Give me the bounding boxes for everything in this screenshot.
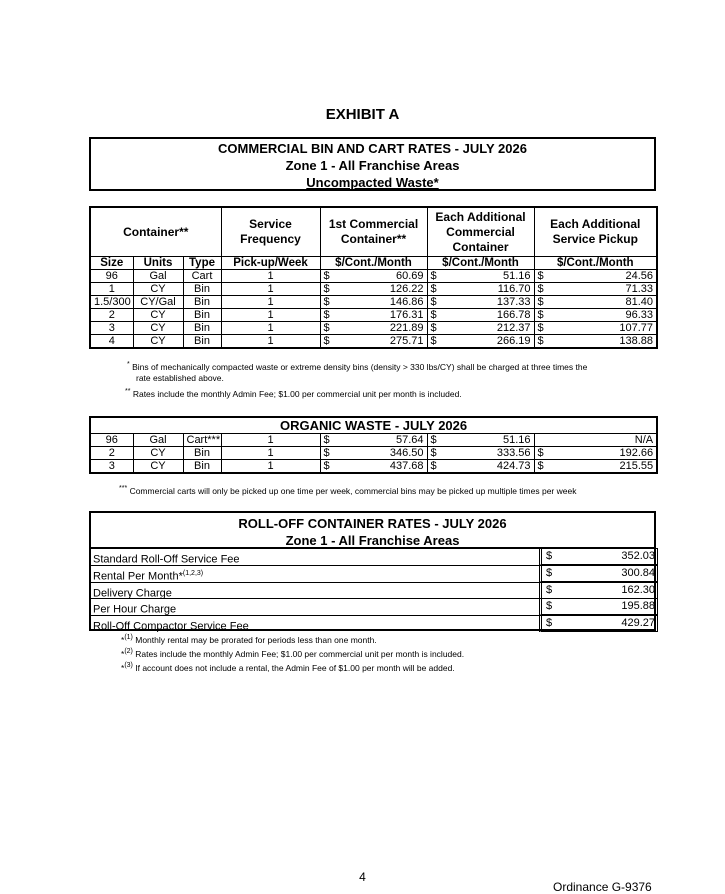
table-row xyxy=(90,335,657,349)
bin-table-sub-header xyxy=(90,257,657,270)
bin-rates-waste-type: Uncompacted Waste* xyxy=(306,175,439,190)
units-cell: CY xyxy=(133,460,183,474)
dollar-sign: $ xyxy=(427,447,442,460)
table-row xyxy=(90,460,657,474)
dollar-sign: $ xyxy=(320,283,335,296)
dollar-sign: $ xyxy=(534,335,549,349)
type-cell: Bin xyxy=(183,296,221,309)
dollar-sign: $ xyxy=(534,460,549,474)
rolloff-note xyxy=(121,660,455,674)
table-row xyxy=(90,296,657,309)
frequency-cell: 1 xyxy=(221,270,320,283)
dollar-sign: $ xyxy=(546,550,553,562)
rolloff-label-text: Delivery Charge xyxy=(93,587,172,600)
dollar-sign: $ xyxy=(320,447,335,460)
pickup-rate-cell: 71.33 xyxy=(549,283,657,296)
type-header: Type xyxy=(183,257,221,270)
frequency-cell: 1 xyxy=(221,309,320,322)
dollar-sign: $ xyxy=(534,309,549,322)
bin-note-1-line1: Bins of mechanically compacted waste or extreme density bins (density > 330 lbs/CY) shall be charged at three times the xyxy=(132,361,588,372)
dollar-sign: $ xyxy=(546,600,553,613)
rolloff-header xyxy=(89,511,656,549)
rolloff-note-text: Rates include the monthly Admin Fee; $1.00 per commercial unit per month is included. xyxy=(135,648,465,659)
table-row xyxy=(90,283,657,296)
note-marker: * xyxy=(127,361,130,368)
dollar-sign: $ xyxy=(427,322,442,335)
rolloff-label-text: Roll-Off Compactor Service Fee xyxy=(93,620,249,633)
dollar-sign: $ xyxy=(546,583,553,596)
dollar-sign: $ xyxy=(320,460,335,474)
additional-container-header: Each Additional Commercial Container xyxy=(427,207,534,257)
type-cell: Cart xyxy=(183,270,221,283)
size-cell: 1 xyxy=(90,283,133,296)
bin-note-2-text: Rates include the monthly Admin Fee; $1.00 per commercial unit per month is included. xyxy=(132,388,462,399)
rolloff-note-text: Monthly rental may be prorated for periods less than one month. xyxy=(135,634,377,645)
first-rate-cell: 176.31 xyxy=(335,309,427,322)
dollar-sign xyxy=(534,434,549,447)
first-rate-cell: 60.69 xyxy=(335,270,427,283)
pickup-rate-cell: 107.77 xyxy=(549,322,657,335)
table-row xyxy=(90,447,657,460)
bin-rates-table xyxy=(89,206,658,349)
rolloff-amount: 300.84 xyxy=(621,567,655,580)
type-cell: Bin xyxy=(183,283,221,296)
first-container-header: 1st Commercial Container** xyxy=(320,207,427,257)
rolloff-label-text: Rental Per Month* xyxy=(93,571,183,584)
dollar-sign: $ xyxy=(534,283,549,296)
size-cell: 3 xyxy=(90,460,133,474)
bin-rates-zone: Zone 1 - All Franchise Areas xyxy=(285,158,460,173)
rolloff-amount: 429.27 xyxy=(621,616,655,629)
size-cell: 96 xyxy=(90,270,133,283)
dollar-sign: $ xyxy=(427,434,442,447)
dollar-sign: $ xyxy=(320,434,335,447)
first-rate-cell: 146.86 xyxy=(335,296,427,309)
bin-note-2 xyxy=(125,386,462,400)
bin-note-1 xyxy=(127,359,587,373)
size-cell: 96 xyxy=(90,434,133,447)
add-rate-cell: 333.56 xyxy=(442,447,534,460)
dollar-sign: $ xyxy=(320,296,335,309)
add-rate-cell: 51.16 xyxy=(442,434,534,447)
units-cell: CY/Gal xyxy=(133,296,183,309)
dollar-sign: $ xyxy=(546,567,553,580)
frequency-cell: 1 xyxy=(221,335,320,349)
add-rate-cell: 424.73 xyxy=(442,460,534,474)
dollar-sign: $ xyxy=(320,270,335,283)
table-row xyxy=(90,309,657,322)
rolloff-title: ROLL-OFF CONTAINER RATES - JULY 2026 xyxy=(238,516,507,531)
note-sup: (3) xyxy=(124,662,133,669)
pickup-rate-cell: 138.88 xyxy=(549,335,657,349)
table-row xyxy=(90,434,657,447)
units-cell: CY xyxy=(133,322,183,335)
organic-note-text: Commercial carts will only be picked up one time per week, commercial bins may be picked up multiple times per week xyxy=(129,485,577,496)
first-rate-cell: 346.50 xyxy=(335,447,427,460)
rolloff-label-sup: (1,2,3) xyxy=(182,570,204,578)
pickup-rate-cell: N/A xyxy=(549,434,657,447)
rolloff-row xyxy=(91,615,655,633)
rolloff-amount-box xyxy=(539,598,658,615)
note-marker: * xyxy=(121,662,125,673)
bin-note-1-continued: rate established above. xyxy=(136,373,224,383)
organic-title-row xyxy=(90,417,657,434)
pickup-rate-cell: 215.55 xyxy=(549,460,657,474)
dollar-sign: $ xyxy=(320,335,335,349)
bin-table-main-header xyxy=(90,207,657,257)
dollar-sign: $ xyxy=(320,309,335,322)
add-rate-cell: 166.78 xyxy=(442,309,534,322)
frequency-cell: 1 xyxy=(221,460,320,474)
add-rate-cell: 116.70 xyxy=(442,283,534,296)
organic-note xyxy=(119,483,576,497)
rolloff-amount: 195.88 xyxy=(621,600,655,613)
rolloff-rates-table xyxy=(89,547,656,631)
rolloff-amount-box xyxy=(539,548,658,565)
dollar-sign: $ xyxy=(534,296,549,309)
rolloff-row xyxy=(91,549,654,564)
first-rate-cell: 221.89 xyxy=(335,322,427,335)
exhibit-title: EXHIBIT A xyxy=(325,106,400,123)
rolloff-amount: 162.30 xyxy=(621,583,655,596)
rolloff-label-text: Standard Roll-Off Service Fee xyxy=(93,553,240,566)
type-cell: Bin xyxy=(183,309,221,322)
first-rate-cell: 126.22 xyxy=(335,283,427,296)
size-cell: 3 xyxy=(90,322,133,335)
size-cell: 2 xyxy=(90,447,133,460)
bin-rates-header xyxy=(89,137,656,191)
add-rate-cell: 51.16 xyxy=(442,270,534,283)
first-rate-cell: 437.68 xyxy=(335,460,427,474)
add-rate-cell: 212.37 xyxy=(442,322,534,335)
size-cell: 1.5/300 xyxy=(90,296,133,309)
container-header: Container** xyxy=(90,207,221,257)
note-sup: (1) xyxy=(124,634,133,641)
rolloff-row xyxy=(91,582,655,600)
frequency-cell: 1 xyxy=(221,322,320,335)
size-cell: 2 xyxy=(90,309,133,322)
first-rate-header: $/Cont./Month xyxy=(320,257,427,270)
type-cell: Bin xyxy=(183,335,221,349)
dollar-sign: $ xyxy=(534,270,549,283)
note-marker: * xyxy=(121,634,125,645)
frequency-cell: 1 xyxy=(221,447,320,460)
size-cell: 4 xyxy=(90,335,133,349)
note-sup: (2) xyxy=(124,648,133,655)
rolloff-label-text: Per Hour Charge xyxy=(93,603,177,616)
rolloff-amount: 352.03 xyxy=(621,550,655,562)
pickup-week-header: Pick-up/Week xyxy=(221,257,320,270)
dollar-sign: $ xyxy=(534,447,549,460)
units-cell: CY xyxy=(133,335,183,349)
dollar-sign: $ xyxy=(427,460,442,474)
frequency-header: Service Frequency xyxy=(221,207,320,257)
units-cell: Gal xyxy=(133,434,183,447)
dollar-sign: $ xyxy=(427,296,442,309)
rolloff-row xyxy=(91,565,655,584)
type-cell: Bin xyxy=(183,447,221,460)
pickup-rate-cell: 96.33 xyxy=(549,309,657,322)
rolloff-row xyxy=(91,598,655,616)
page-number: 4 xyxy=(359,870,366,884)
rolloff-note xyxy=(121,646,464,660)
type-cell: Bin xyxy=(183,460,221,474)
pickup-rate-cell: 192.66 xyxy=(549,447,657,460)
pickup-rate-cell: 81.40 xyxy=(549,296,657,309)
add-rate-header: $/Cont./Month xyxy=(427,257,534,270)
type-cell: Cart*** xyxy=(183,434,221,447)
rolloff-zone: Zone 1 - All Franchise Areas xyxy=(285,533,460,548)
units-cell: Gal xyxy=(133,270,183,283)
units-cell: CY xyxy=(133,447,183,460)
organic-waste-table xyxy=(89,416,658,474)
dollar-sign: $ xyxy=(534,322,549,335)
rolloff-note xyxy=(121,632,377,646)
pickup-rate-header: $/Cont./Month xyxy=(534,257,657,270)
add-rate-cell: 266.19 xyxy=(442,335,534,349)
units-cell: CY xyxy=(133,283,183,296)
dollar-sign: $ xyxy=(427,309,442,322)
dollar-sign: $ xyxy=(320,322,335,335)
dollar-sign: $ xyxy=(427,283,442,296)
table-row xyxy=(90,270,657,283)
table-row xyxy=(90,322,657,335)
note-marker: *** xyxy=(119,485,128,492)
rolloff-amount-box xyxy=(539,615,658,632)
rolloff-note-text: If account does not include a rental, the Admin Fee of $1.00 per month will be added. xyxy=(135,662,455,673)
rolloff-amount-box xyxy=(539,582,658,599)
units-header: Units xyxy=(133,257,183,270)
rolloff-amount-box xyxy=(539,565,658,582)
first-rate-cell: 57.64 xyxy=(335,434,427,447)
dollar-sign: $ xyxy=(427,335,442,349)
size-header: Size xyxy=(90,257,133,270)
ordinance-number: Ordinance G-9376 xyxy=(553,880,652,894)
organic-waste-title: ORGANIC WASTE - JULY 2026 xyxy=(90,417,657,434)
type-cell: Bin xyxy=(183,322,221,335)
frequency-cell: 1 xyxy=(221,434,320,447)
first-rate-cell: 275.71 xyxy=(335,335,427,349)
units-cell: CY xyxy=(133,309,183,322)
dollar-sign: $ xyxy=(546,616,553,629)
bin-rates-title: COMMERCIAL BIN AND CART RATES - JULY 2026 xyxy=(218,141,527,156)
note-marker: ** xyxy=(125,388,131,395)
note-marker: * xyxy=(121,648,125,659)
additional-pickup-header: Each Additional Service Pickup xyxy=(534,207,657,257)
add-rate-cell: 137.33 xyxy=(442,296,534,309)
frequency-cell: 1 xyxy=(221,283,320,296)
frequency-cell: 1 xyxy=(221,296,320,309)
pickup-rate-cell: 24.56 xyxy=(549,270,657,283)
dollar-sign: $ xyxy=(427,270,442,283)
